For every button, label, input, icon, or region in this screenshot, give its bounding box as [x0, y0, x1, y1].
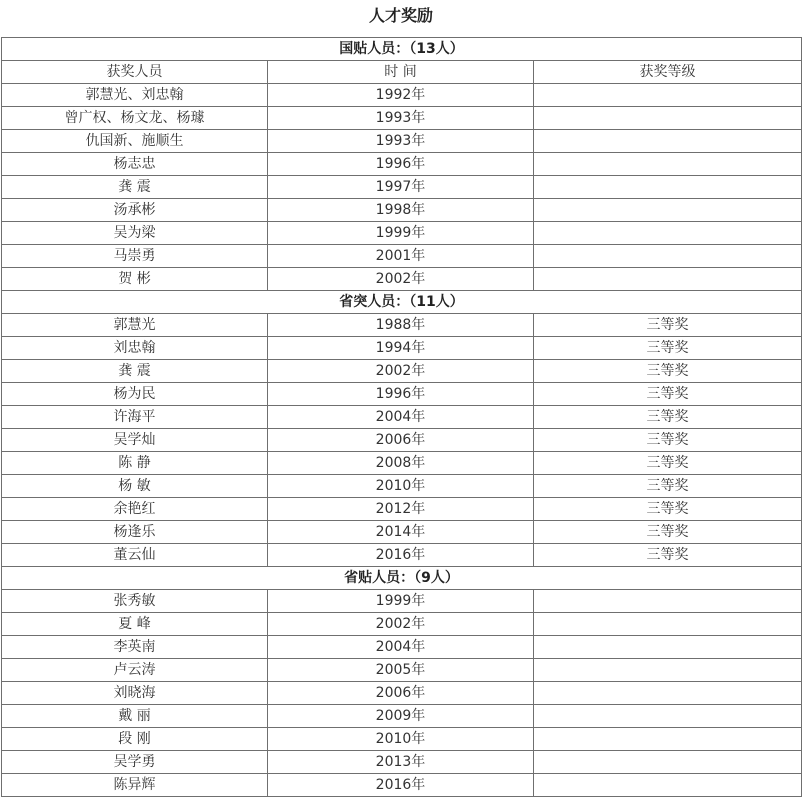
table-row: [2, 245, 802, 268]
table-row: [2, 751, 802, 774]
table-row: [2, 153, 802, 176]
award-year: 1996年: [268, 383, 534, 406]
award-year: 1999年: [268, 222, 534, 245]
awardee-name: 陈异辉: [2, 774, 268, 797]
award-year: 2010年: [268, 475, 534, 498]
section-heading: 省贴人员：（9人）: [2, 567, 802, 590]
award-level: [534, 130, 802, 153]
award-year: 1993年: [268, 130, 534, 153]
awardee-name: 李英南: [2, 636, 268, 659]
section-heading-row: [2, 567, 802, 590]
award-level: 三等奖: [534, 429, 802, 452]
awardee-name: 杨 敏: [2, 475, 268, 498]
table-row: [2, 659, 802, 682]
awardee-name: 夏 峰: [2, 613, 268, 636]
award-level: [534, 153, 802, 176]
award-level: [534, 682, 802, 705]
table-row: [2, 705, 802, 728]
table-row: [2, 337, 802, 360]
award-year: 2009年: [268, 705, 534, 728]
award-level: [534, 705, 802, 728]
award-level: [534, 199, 802, 222]
section-heading-row: [2, 291, 802, 314]
table-row: [2, 682, 802, 705]
table-row: [2, 521, 802, 544]
award-year: 2014年: [268, 521, 534, 544]
award-level: 三等奖: [534, 544, 802, 567]
column-header: 获奖人员: [2, 61, 268, 84]
award-year: 2008年: [268, 452, 534, 475]
table-row: [2, 314, 802, 337]
award-level: [534, 751, 802, 774]
award-year: 2005年: [268, 659, 534, 682]
table-row: [2, 268, 802, 291]
awardee-name: 董云仙: [2, 544, 268, 567]
awardee-name: 刘晓海: [2, 682, 268, 705]
column-header: 时 间: [268, 61, 534, 84]
awardee-name: 卢云涛: [2, 659, 268, 682]
table-row: [2, 130, 802, 153]
award-level: 三等奖: [534, 452, 802, 475]
award-year: 2004年: [268, 406, 534, 429]
awards-table-body: [2, 38, 802, 797]
awardee-name: 戴 丽: [2, 705, 268, 728]
awardee-name: 仇国新、施顺生: [2, 130, 268, 153]
award-level: 三等奖: [534, 383, 802, 406]
award-level: [534, 728, 802, 751]
award-level: [534, 590, 802, 613]
column-header: 获奖等级: [534, 61, 802, 84]
table-row: [2, 406, 802, 429]
table-row: [2, 728, 802, 751]
awardee-name: 许海平: [2, 406, 268, 429]
award-year: 2006年: [268, 429, 534, 452]
award-year: 2010年: [268, 728, 534, 751]
awardee-name: 杨志忠: [2, 153, 268, 176]
table-row: [2, 452, 802, 475]
awardee-name: 刘忠翰: [2, 337, 268, 360]
table-row: [2, 107, 802, 130]
award-level: 三等奖: [534, 337, 802, 360]
award-level: [534, 268, 802, 291]
table-row: [2, 360, 802, 383]
table-row: [2, 774, 802, 797]
award-year: 2012年: [268, 498, 534, 521]
award-level: 三等奖: [534, 498, 802, 521]
award-year: 1992年: [268, 84, 534, 107]
table-row: [2, 544, 802, 567]
award-level: [534, 84, 802, 107]
table-row: [2, 199, 802, 222]
awardee-name: 马崇勇: [2, 245, 268, 268]
awardee-name: 龚 震: [2, 360, 268, 383]
award-year: 1997年: [268, 176, 534, 199]
award-level: [534, 107, 802, 130]
awardee-name: 陈 静: [2, 452, 268, 475]
table-row: [2, 590, 802, 613]
award-level: [534, 659, 802, 682]
award-level: 三等奖: [534, 475, 802, 498]
award-level: [534, 222, 802, 245]
award-level: [534, 774, 802, 797]
awardee-name: 余艳红: [2, 498, 268, 521]
table-row: [2, 383, 802, 406]
award-year: 2001年: [268, 245, 534, 268]
award-year: 1993年: [268, 107, 534, 130]
award-year: 1988年: [268, 314, 534, 337]
awardee-name: 郭慧光、刘忠翰: [2, 84, 268, 107]
award-level: [534, 176, 802, 199]
awardee-name: 段 刚: [2, 728, 268, 751]
awardee-name: 杨为民: [2, 383, 268, 406]
section-heading: 省突人员：（11人）: [2, 291, 802, 314]
award-year: 2002年: [268, 360, 534, 383]
table-row: [2, 429, 802, 452]
award-level: [534, 613, 802, 636]
table-row: [2, 176, 802, 199]
column-header-row: [2, 61, 802, 84]
awardee-name: 汤承彬: [2, 199, 268, 222]
award-year: 1994年: [268, 337, 534, 360]
award-level: 三等奖: [534, 360, 802, 383]
section-heading-row: [2, 38, 802, 61]
award-level: 三等奖: [534, 314, 802, 337]
award-level: [534, 636, 802, 659]
page-title: 人才奖励: [368, 6, 433, 25]
awardee-name: 吴为梁: [2, 222, 268, 245]
table-row: [2, 475, 802, 498]
award-year: 2016年: [268, 774, 534, 797]
award-year: 1999年: [268, 590, 534, 613]
award-level: [534, 245, 802, 268]
award-year: 2002年: [268, 613, 534, 636]
awardee-name: 张秀敏: [2, 590, 268, 613]
table-row: [2, 84, 802, 107]
awardee-name: 杨逢乐: [2, 521, 268, 544]
awardee-name: 吴学灿: [2, 429, 268, 452]
awardee-name: 吴学勇: [2, 751, 268, 774]
table-row: [2, 636, 802, 659]
table-row: [2, 613, 802, 636]
awardee-name: 郭慧光: [2, 314, 268, 337]
award-year: 2013年: [268, 751, 534, 774]
award-year: 2004年: [268, 636, 534, 659]
awardee-name: 曾广权、杨文龙、杨璩: [2, 107, 268, 130]
award-level: 三等奖: [534, 406, 802, 429]
award-year: 1996年: [268, 153, 534, 176]
award-year: 2016年: [268, 544, 534, 567]
award-year: 2002年: [268, 268, 534, 291]
award-level: 三等奖: [534, 521, 802, 544]
award-year: 1998年: [268, 199, 534, 222]
table-row: [2, 498, 802, 521]
table-row: [2, 222, 802, 245]
awardee-name: 龚 震: [2, 176, 268, 199]
awardee-name: 贺 彬: [2, 268, 268, 291]
awards-table: [1, 37, 802, 797]
section-heading: 国贴人员：（13人）: [2, 38, 802, 61]
award-year: 2006年: [268, 682, 534, 705]
